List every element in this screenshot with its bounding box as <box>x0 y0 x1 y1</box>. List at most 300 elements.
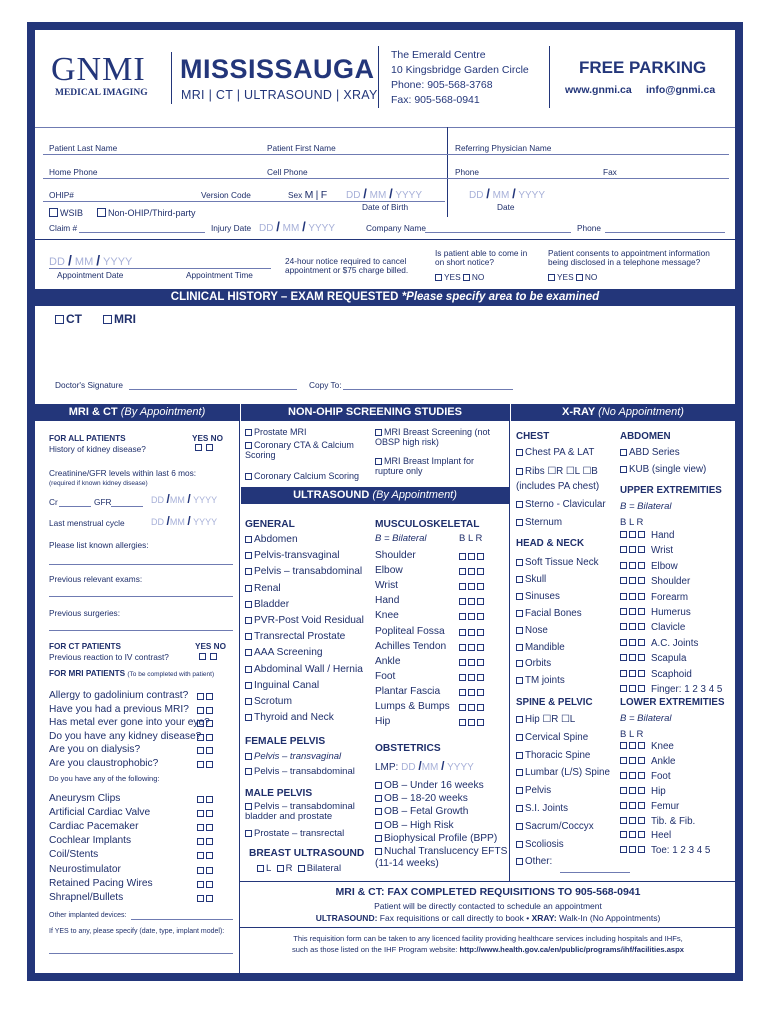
option-label: Abdomen <box>254 534 298 545</box>
xray-upper-elbow[interactable] <box>620 561 732 572</box>
last-menstrual-label: Last menstrual cycle <box>49 518 125 528</box>
dob-label: Date of Birth <box>362 202 409 212</box>
cr-label: Cr <box>49 497 58 507</box>
us-ob-ob-under-16-weeks[interactable] <box>375 780 484 791</box>
injury-date-label: Injury Date <box>211 223 252 233</box>
option-checkboxes[interactable] <box>620 561 647 572</box>
option-label: Scrotum <box>254 696 292 707</box>
option-checkboxes[interactable] <box>620 592 647 603</box>
checkbox[interactable] <box>516 734 523 741</box>
dob-dd-mm-yyyy[interactable]: DD / MM / YYYY <box>346 186 423 201</box>
xray-head-soft-tissue-neck[interactable] <box>516 557 599 568</box>
xray-spine-s-i-joints[interactable] <box>516 803 568 814</box>
xray-lower-heel[interactable] <box>620 830 732 841</box>
option-label: Nuchal Translucency EFTS (11-14 weeks) <box>375 846 508 870</box>
company-phone-label: Phone <box>577 223 601 233</box>
option-checkboxes[interactable] <box>459 673 486 684</box>
option-label: TM joints <box>525 675 565 687</box>
checkbox[interactable] <box>245 714 252 721</box>
option-label: Has metal ever gone into your eye? <box>49 717 210 728</box>
screening-header: NON-OHIP SCREENING STUDIES <box>241 404 509 421</box>
option-checkboxes[interactable] <box>459 703 486 714</box>
abd-series-option[interactable]: ABD Series <box>620 448 680 459</box>
checkbox[interactable] <box>516 787 523 794</box>
lmp-date-input[interactable]: DD /MM / YYYY <box>151 514 218 528</box>
option-label: Pelvis – transabdominal <box>254 566 363 578</box>
ihf-url-link[interactable]: http://www.health.gov.ca/en/public/programs/ihf/facilities.aspx <box>459 945 685 954</box>
xray-head-sinuses[interactable] <box>516 591 560 602</box>
checkbox[interactable] <box>245 585 252 592</box>
other-devices-label: Other implanted devices: <box>49 912 127 919</box>
ct-checkbox[interactable]: CT <box>55 313 82 326</box>
checkbox[interactable] <box>375 782 382 789</box>
option-label: Lumps & Bumps <box>375 701 450 712</box>
fax-requisitions-line: MRI & CT: FAX COMPLETED REQUISITIONS TO 905-568-0941 <box>335 886 641 898</box>
option-checkboxes[interactable] <box>459 582 486 593</box>
option-label: Inguinal Canal <box>254 679 320 691</box>
us-general-abdomen[interactable] <box>245 534 298 545</box>
checkbox[interactable] <box>375 848 382 855</box>
option-label: Pelvis-transvaginal <box>254 550 340 562</box>
creatinine-label: Creatinine/GFR levels within last 6 mos: <box>49 468 197 478</box>
option-label: Are you claustrophobic? <box>49 757 159 769</box>
us-msk-achilles-tendon[interactable] <box>375 641 505 652</box>
us-general-scrotum[interactable] <box>245 696 292 707</box>
option-label: Are you on dialysis? <box>49 744 141 755</box>
for-mri-patients: FOR MRI PATIENTS (To be completed with patient) <box>49 669 215 678</box>
checkbox[interactable] <box>516 627 523 634</box>
xray-lower-knee[interactable] <box>620 741 732 752</box>
checkbox[interactable] <box>245 617 252 624</box>
checkbox[interactable] <box>245 633 252 640</box>
gfr-date-input[interactable]: DD /MM / YYYY <box>151 492 218 506</box>
option-checkboxes[interactable] <box>459 597 486 608</box>
kidney-yes-no[interactable] <box>195 444 215 453</box>
phone-label: Phone <box>455 167 479 177</box>
xray-head-mandible[interactable] <box>516 642 565 653</box>
xray-upper-wrist[interactable] <box>620 545 732 556</box>
checkbox[interactable] <box>516 858 523 865</box>
option-checkboxes[interactable] <box>620 845 647 856</box>
chest-pa-option[interactable]: Chest PA & LAT <box>516 448 594 459</box>
ct-yes-no-header: YES NO <box>195 642 226 651</box>
option-checkboxes[interactable] <box>620 530 647 541</box>
disclaimer-line: This requisition form can be taken to any licenced facility providing healthcare services including hospitals and IHFs, <box>293 934 683 943</box>
services-line: MRI | CT | ULTRASOUND | XRAY <box>181 88 378 102</box>
option-checkboxes[interactable] <box>620 669 647 680</box>
option-label: Knee <box>651 741 674 752</box>
general-heading: GENERAL <box>245 519 295 530</box>
option-checkboxes[interactable] <box>197 719 215 730</box>
lmp-field[interactable]: LMP: DD /MM / YYYY <box>375 759 474 773</box>
mri-checkbox[interactable]: MRI <box>103 313 136 326</box>
option-label: Aneurysm Clips <box>49 793 121 804</box>
mri-question-do-you-have-any-kidney-disease[interactable] <box>49 731 237 742</box>
checkbox[interactable] <box>516 752 523 759</box>
consent-yes-no[interactable]: YES NO <box>548 273 597 282</box>
us-general-abdominal-wall-hernia[interactable] <box>245 664 363 675</box>
option-checkboxes[interactable] <box>197 706 215 717</box>
checkbox[interactable] <box>516 644 523 651</box>
option-checkboxes[interactable] <box>459 612 486 623</box>
xray-head-nose[interactable] <box>516 625 548 636</box>
checkbox[interactable] <box>516 677 523 684</box>
option-label: Bladder <box>254 598 290 610</box>
option-checkboxes[interactable] <box>197 851 215 862</box>
ultrasound-header: ULTRASOUND (By Appointment) <box>241 487 509 504</box>
checkbox[interactable] <box>245 536 252 543</box>
option-label: Lumbar (L/S) Spine <box>525 767 610 779</box>
option-checkboxes[interactable] <box>620 756 647 767</box>
xray-head-orbits[interactable] <box>516 658 551 669</box>
us-general-pelvis-transvaginal[interactable] <box>245 550 340 561</box>
upper-bilateral-note: B = Bilateral <box>620 501 672 512</box>
option-label: Clavicle <box>651 622 686 634</box>
mri-breast-implant-option[interactable]: MRI Breast Implant for rupture only <box>375 456 475 476</box>
checkbox[interactable] <box>245 666 252 673</box>
option-checkboxes[interactable] <box>459 688 486 699</box>
us-general-renal[interactable] <box>245 583 281 594</box>
us-ob-ob-18-20-weeks[interactable] <box>375 793 468 804</box>
xray-upper-scaphoid[interactable] <box>620 669 732 680</box>
checkbox[interactable] <box>516 805 523 812</box>
option-label: Ankle <box>651 755 676 767</box>
us-msk-elbow[interactable] <box>375 565 505 576</box>
gfr-label: GFR <box>94 497 112 507</box>
head-neck-heading: HEAD & NECK <box>516 538 585 549</box>
if-yes-specify: If YES to any, please specify (date, type, implant model): <box>49 928 225 935</box>
checkbox[interactable] <box>245 682 252 689</box>
address-block <box>391 48 529 108</box>
option-label: Mandible <box>525 641 565 653</box>
us-msk-popliteal-fossa[interactable] <box>375 626 505 637</box>
option-label: Renal <box>254 582 281 594</box>
option-checkboxes[interactable] <box>620 622 647 633</box>
doctor-signature-label: Doctor's Signature <box>55 380 123 390</box>
xray-upper-finger-1-2-3-4-5[interactable] <box>620 684 732 695</box>
option-label: Other: <box>525 856 553 868</box>
mri-question-are-you-claustrophobic[interactable] <box>49 758 237 769</box>
device-artificial-cardiac-valve[interactable] <box>49 807 237 818</box>
us-msk-hand[interactable] <box>375 595 505 606</box>
option-checkboxes[interactable] <box>197 746 215 757</box>
option-checkboxes[interactable] <box>197 866 215 877</box>
xray-lower-foot[interactable] <box>620 771 732 782</box>
logo-subtitle: MEDICAL IMAGING <box>55 88 148 98</box>
checkbox[interactable] <box>245 601 252 608</box>
date-label: Date <box>497 202 515 212</box>
option-label: Artificial Cardiac Valve <box>49 807 151 819</box>
checkbox[interactable] <box>245 552 252 559</box>
option-label: Elbow <box>651 560 678 572</box>
us-general-aaa-screening[interactable] <box>245 647 323 658</box>
option-label: Scapula <box>651 653 687 665</box>
option-checkboxes[interactable] <box>197 894 215 905</box>
us-msk-knee[interactable] <box>375 610 505 621</box>
device-neurostimulator[interactable] <box>49 864 237 875</box>
logo-name: GNMI <box>51 51 146 88</box>
device-cochlear-implants[interactable] <box>49 835 237 846</box>
checkbox[interactable] <box>516 576 523 583</box>
option-label: Wrist <box>651 545 674 557</box>
female-pelvis-heading: FEMALE PELVIS <box>245 736 326 747</box>
requisition-form <box>27 22 743 981</box>
xray-lower-toe-1-2-3-4-5[interactable] <box>620 845 732 856</box>
option-label: Toe: 1 2 3 4 5 <box>651 845 711 857</box>
option-label: Foot <box>375 670 396 682</box>
option-checkboxes[interactable] <box>620 653 647 664</box>
option-checkboxes[interactable] <box>620 545 647 556</box>
us-general-pelvis-transabdominal[interactable] <box>245 566 362 577</box>
fax-line: Fax: 905-568-0941 <box>391 94 480 106</box>
us-msk-foot[interactable] <box>375 671 505 682</box>
xray-head-facial-bones[interactable] <box>516 608 582 619</box>
option-label: Thoracic Spine <box>525 749 591 761</box>
option-checkboxes[interactable] <box>197 809 215 820</box>
xray-spine-hip-r-l[interactable] <box>516 714 575 725</box>
checkbox[interactable] <box>516 610 523 617</box>
checkbox[interactable] <box>516 823 523 830</box>
option-label: Nose <box>525 624 548 636</box>
option-checkboxes[interactable] <box>459 628 486 639</box>
kub-option[interactable]: KUB (single view) <box>620 465 706 476</box>
xray-lower-tib-fib[interactable] <box>620 816 732 827</box>
appointment-date-input[interactable]: DD / MM / YYYY <box>49 252 133 268</box>
xray-upper-a-c-joints[interactable] <box>620 638 732 649</box>
xray-spine-lumbar-l-s-spine[interactable] <box>516 767 610 778</box>
option-checkboxes[interactable] <box>620 801 647 812</box>
option-label: OB – 18-20 weeks <box>384 793 468 805</box>
option-checkboxes[interactable] <box>459 658 486 669</box>
checkbox[interactable] <box>245 568 252 575</box>
option-label: Skull <box>525 573 547 585</box>
female-transvaginal-option[interactable]: Pelvis – transvaginal <box>245 752 341 762</box>
option-checkboxes[interactable] <box>197 733 215 744</box>
yes-no-header: YES NO <box>192 434 223 443</box>
lower-extremities-heading: LOWER EXTREMITIES <box>620 697 725 708</box>
contact-line: Patient will be directly contacted to schedule an appointment <box>374 901 602 911</box>
mri-question-have-you-had-a-previous-mri[interactable] <box>49 704 237 715</box>
mri-breast-screening-option[interactable]: MRI Breast Screening (not OBSP high risk) <box>375 427 491 447</box>
us-msk-ankle[interactable] <box>375 656 505 667</box>
option-label: AAA Screening <box>254 647 323 659</box>
checkbox[interactable] <box>516 841 523 848</box>
musculoskeletal-heading: MUSCULOSKELETAL <box>375 519 480 530</box>
option-label: Popliteal Fossa <box>375 625 445 637</box>
email-link[interactable]: info@gnmi.ca <box>646 84 716 96</box>
non-ohip-checkbox[interactable]: Non-OHIP/Third-party <box>97 208 196 219</box>
us-general-pvr-post-void-residual[interactable] <box>245 615 364 626</box>
spine-pelvic-heading: SPINE & PELVIC <box>516 697 593 708</box>
option-label: Retained Pacing Wires <box>49 877 153 889</box>
checkbox[interactable] <box>375 795 382 802</box>
checkbox[interactable] <box>516 593 523 600</box>
option-checkboxes[interactable] <box>197 823 215 834</box>
checkbox[interactable] <box>516 660 523 667</box>
us-ob-biophysical-profile-bpp[interactable] <box>375 833 497 844</box>
xray-upper-shoulder[interactable] <box>620 576 732 587</box>
xray-upper-humerus[interactable] <box>620 607 732 618</box>
option-label: A.C. Joints <box>651 637 699 649</box>
device-retained-pacing-wires[interactable] <box>49 878 237 889</box>
previous-surgeries-label: Previous surgeries: <box>49 608 121 618</box>
device-aneurysm-clips[interactable] <box>49 793 237 804</box>
xray-lower-hip[interactable] <box>620 786 732 797</box>
option-label: Ankle <box>375 655 401 667</box>
male-transrectal-option[interactable]: Prostate – transrectal <box>245 829 344 839</box>
xray-spine-thoracic-spine[interactable] <box>516 750 590 761</box>
blr-header: B L R <box>459 533 483 544</box>
free-parking: FREE PARKING <box>579 58 707 77</box>
xray-upper-forearm[interactable] <box>620 592 732 603</box>
us-general-transrectal-prostate[interactable] <box>245 631 345 642</box>
website-link[interactable]: www.gnmi.ca <box>565 84 632 96</box>
ribs-option[interactable]: Ribs ☐R ☐L ☐B (includes PA chest) <box>516 466 600 492</box>
us-msk-lumps-bumps[interactable] <box>375 701 505 712</box>
xray-head-tm-joints[interactable] <box>516 675 565 686</box>
option-label: Transrectal Prostate <box>254 631 346 643</box>
option-label: Facial Bones <box>525 607 582 619</box>
us-ob-nuchal-translucency-efts-11-14-weeks[interactable] <box>375 846 509 870</box>
us-ob-ob-high-risk[interactable] <box>375 820 454 831</box>
us-ob-ob-fetal-growth[interactable] <box>375 806 468 817</box>
checkbox[interactable] <box>516 716 523 723</box>
option-checkboxes[interactable] <box>620 741 647 752</box>
phone-line: Phone: 905-568-3768 <box>391 79 493 91</box>
checkbox[interactable] <box>375 822 382 829</box>
option-checkboxes[interactable] <box>459 567 486 578</box>
option-label: Sacrum/Coccyx <box>525 820 594 832</box>
device-cardiac-pacemaker[interactable] <box>49 821 237 832</box>
option-checkboxes[interactable] <box>459 718 486 729</box>
claim-label: Claim # <box>49 223 78 233</box>
checkbox[interactable] <box>375 808 382 815</box>
option-label: OB – Fetal Growth <box>384 806 469 818</box>
short-notice-yes-no[interactable]: YES NO <box>435 273 484 282</box>
iv-contrast-question: Previous reaction to IV contrast? <box>49 652 169 662</box>
xray-spine-sacrum-coccyx[interactable] <box>516 821 594 832</box>
copy-to-label: Copy To: <box>309 380 342 390</box>
option-checkboxes[interactable] <box>620 576 647 587</box>
prostate-mri-option[interactable]: Prostate MRI <box>245 428 307 438</box>
us-general-inguinal-canal[interactable] <box>245 680 319 691</box>
xray-spine-cervical-spine[interactable] <box>516 732 588 743</box>
option-label: Abdominal Wall / Hernia <box>254 663 363 675</box>
breast-side-options[interactable]: L R Bilateral <box>257 864 341 874</box>
option-label: Cervical Spine <box>525 731 589 743</box>
us-msk-wrist[interactable] <box>375 580 505 591</box>
xray-spine-scoliosis[interactable] <box>516 839 564 850</box>
option-checkboxes[interactable] <box>620 684 647 695</box>
for-ct-patients: FOR CT PATIENTS <box>49 642 122 651</box>
abdomen-heading: ABDOMEN <box>620 431 671 442</box>
address-line: The Emerald Centre <box>391 49 486 61</box>
us-msk-hip[interactable] <box>375 716 505 727</box>
option-checkboxes[interactable] <box>197 880 215 891</box>
device-coil-stents[interactable] <box>49 849 237 860</box>
xray-header: X-RAY (No Appointment) <box>511 404 735 421</box>
option-checkboxes[interactable] <box>459 643 486 654</box>
option-checkboxes[interactable] <box>620 771 647 782</box>
us-general-thyroid-and-neck[interactable] <box>245 712 334 723</box>
checkbox[interactable] <box>516 559 523 566</box>
sterno-clavicular-option[interactable]: Sterno - Clavicular <box>516 500 606 511</box>
option-checkboxes[interactable] <box>620 830 647 841</box>
option-label: Wrist <box>375 580 399 592</box>
date-dd-mm-yyyy[interactable]: DD / MM / YYYY <box>469 186 546 201</box>
option-label: Elbow <box>375 565 403 577</box>
checkbox[interactable] <box>245 698 252 705</box>
referring-physician-label: Referring Physician Name <box>455 143 552 153</box>
option-label: Hip ☐R ☐L <box>525 714 576 725</box>
coronary-calcium-option[interactable]: Coronary Calcium Scoring <box>245 472 359 482</box>
option-checkboxes[interactable] <box>197 692 215 703</box>
checkbox[interactable] <box>375 835 382 842</box>
option-label: Achilles Tendon <box>375 640 447 652</box>
mri-question-has-metal-ever-gone-into-your-eye[interactable] <box>49 717 237 728</box>
disclaimer-line-2: such as those listed on the IHF Program website: http://www.health.gov.ca/en/public/programs/ihf/facilities.aspx <box>291 945 685 954</box>
xray-spine-pelvis[interactable] <box>516 785 551 796</box>
us-msk-plantar-fascia[interactable] <box>375 686 505 697</box>
option-checkboxes[interactable] <box>197 837 215 848</box>
xray-lower-femur[interactable] <box>620 801 732 812</box>
mri-question-allergy-to-gadolinium-contrast[interactable] <box>49 690 237 701</box>
option-checkboxes[interactable] <box>459 552 486 563</box>
for-all-patients: FOR ALL PATIENTS <box>49 434 126 443</box>
option-checkboxes[interactable] <box>620 638 647 649</box>
us-general-bladder[interactable] <box>245 599 289 610</box>
option-checkboxes[interactable] <box>197 795 215 806</box>
option-label: Shrapnel/Bullets <box>49 891 124 903</box>
chest-heading: CHEST <box>516 431 550 442</box>
female-transabdominal-option[interactable]: Pelvis – transabdominal <box>245 767 355 777</box>
coronary-cta-option[interactable]: Coronary CTA & Calcium Scoring <box>245 440 354 460</box>
sternum-option[interactable]: Sternum <box>516 518 562 529</box>
mri-question-are-you-on-dialysis[interactable] <box>49 744 237 755</box>
option-label: Foot <box>651 770 671 782</box>
option-label: Hand <box>375 595 400 607</box>
short-notice-question: Is patient able to come in on short notice? <box>435 248 528 268</box>
upper-blr-header: B L R <box>620 517 644 528</box>
kidney-history-question: History of kidney disease? <box>49 444 146 454</box>
option-label: Cardiac Pacemaker <box>49 821 139 833</box>
xray-upper-scapula[interactable] <box>620 653 732 664</box>
injury-date-input[interactable]: DD / MM / YYYY <box>259 219 336 234</box>
xray-upper-clavicle[interactable] <box>620 622 732 633</box>
obstetrics-heading: OBSTETRICS <box>375 743 441 754</box>
option-label: Soft Tissue Neck <box>525 557 599 568</box>
company-name-label: Company Name <box>366 223 426 233</box>
booking-line: ULTRASOUND: Fax requisitions or call directly to book • XRAY: Walk-In (No Appointments) <box>315 913 661 923</box>
checkbox[interactable] <box>245 649 252 656</box>
iv-contrast-yes-no[interactable] <box>199 653 219 662</box>
xray-upper-hand[interactable] <box>620 530 732 541</box>
us-msk-shoulder[interactable] <box>375 550 505 561</box>
male-transabdominal-option[interactable]: Pelvis – transabdominal bladder and prostate <box>245 801 355 823</box>
sex-label: Sex M | F <box>288 189 328 201</box>
xray-spine-other[interactable] <box>516 856 552 867</box>
xray-head-skull[interactable] <box>516 574 546 585</box>
option-checkboxes[interactable] <box>620 816 647 827</box>
device-shrapnel-bullets[interactable] <box>49 892 237 903</box>
xray-lower-ankle[interactable] <box>620 756 732 767</box>
checkbox[interactable] <box>516 769 523 776</box>
option-checkboxes[interactable] <box>197 760 215 771</box>
option-label: Do you have any kidney disease? <box>49 730 202 742</box>
wsib-checkbox[interactable]: WSIB <box>49 208 83 219</box>
option-checkboxes[interactable] <box>620 607 647 618</box>
option-checkboxes[interactable] <box>620 786 647 797</box>
